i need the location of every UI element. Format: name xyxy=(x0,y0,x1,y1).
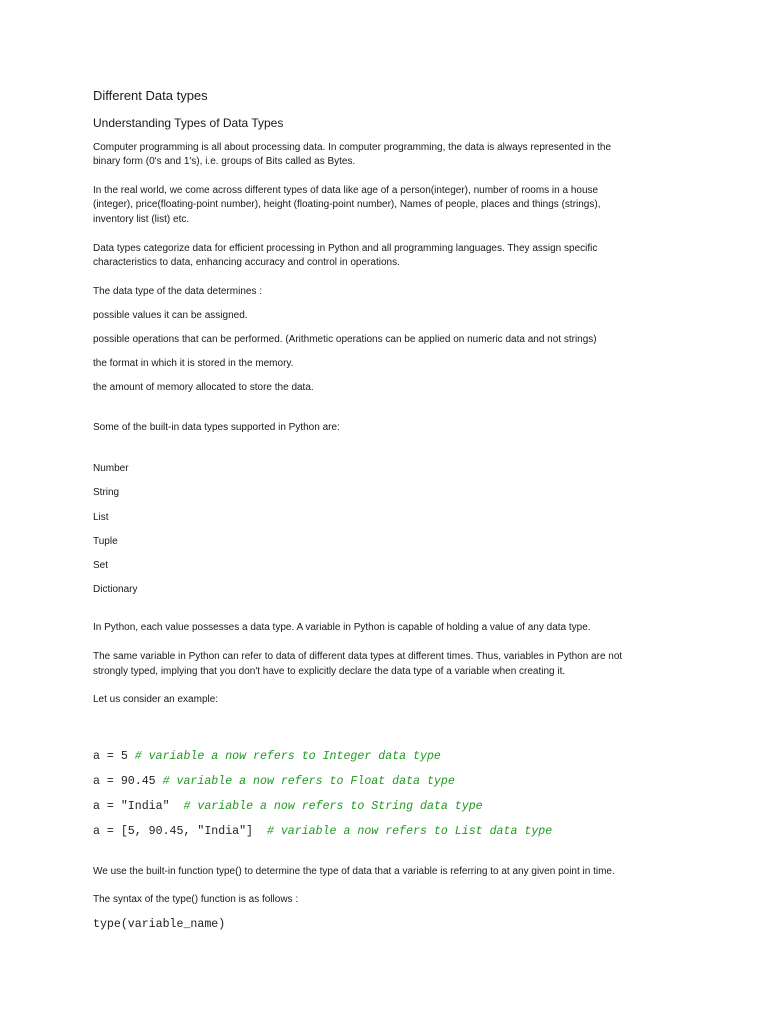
list-item: List xyxy=(93,512,109,523)
code-comment: # variable a now refers to Float data type xyxy=(162,775,455,788)
section-heading: Understanding Types of Data Types xyxy=(93,116,284,130)
paragraph-line: The same variable in Python can refer to data of different data types at different times. Thus, variables in Python are not xyxy=(93,651,623,662)
code-text: a = 5 xyxy=(93,750,135,763)
list-item: the format in which it is stored in the memory. xyxy=(93,358,294,369)
list-item: the amount of memory allocated to store the data. xyxy=(93,382,314,393)
page-title: Different Data types xyxy=(93,88,208,103)
code-comment: # variable a now refers to Integer data type xyxy=(134,750,441,763)
code-line xyxy=(93,824,552,840)
paragraph-line: binary form (0's and 1's), i.e. groups of Bits called as Bytes. xyxy=(93,156,356,167)
list-item: Tuple xyxy=(93,536,118,547)
code-comment: # variable a now refers to String data type xyxy=(183,800,483,813)
code-text: a = 90.45 xyxy=(93,775,163,788)
list-item: String xyxy=(93,487,120,498)
code-line xyxy=(93,799,483,815)
list-item: possible values it can be assigned. xyxy=(93,310,248,321)
code-line xyxy=(93,749,441,765)
paragraph: Let us consider an example: xyxy=(93,694,219,705)
paragraph: In Python, each value possesses a data type. A variable in Python is capable of holding a value of any data type. xyxy=(93,622,591,633)
code-comment: # variable a now refers to List data type xyxy=(266,825,553,838)
paragraph: We use the built-in function type() to determine the type of data that a variable is referring to at any given point in time. xyxy=(93,866,615,877)
paragraph-line: (integer), price(floating-point number), height (floating-point number), Names of people, places and things (strings), xyxy=(93,199,601,210)
code-line xyxy=(93,774,455,790)
paragraph-line: characteristics to data, enhancing accuracy and control in operations. xyxy=(93,257,400,268)
paragraph: The syntax of the type() function is as follows : xyxy=(93,894,299,905)
code-text: a = [5, 90.45, "India"] xyxy=(93,825,267,838)
syntax-code: type(variable_name) xyxy=(93,918,226,931)
code-text: a = "India" xyxy=(93,800,184,813)
paragraph-line: inventory list (list) etc. xyxy=(93,214,190,225)
list-item: Dictionary xyxy=(93,584,138,595)
paragraph-line: strongly typed, implying that you don't have to explicitly declare the data type of a variable when creating it. xyxy=(93,666,566,677)
paragraph: The data type of the data determines : xyxy=(93,286,262,297)
list-item: Set xyxy=(93,560,109,571)
paragraph-line: In the real world, we come across different types of data like age of a person(integer), number of rooms in a house xyxy=(93,185,599,196)
paragraph-line: Computer programming is all about processing data. In computer programming, the data is always represented in the xyxy=(93,142,612,153)
list-item: possible operations that can be performed. (Arithmetic operations can be applied on numeric data and not strings) xyxy=(93,334,597,345)
paragraph: Some of the built-in data types supported in Python are: xyxy=(93,422,340,433)
list-item: Number xyxy=(93,463,129,474)
paragraph-line: Data types categorize data for efficient processing in Python and all programming languages. They assign specific xyxy=(93,243,598,254)
